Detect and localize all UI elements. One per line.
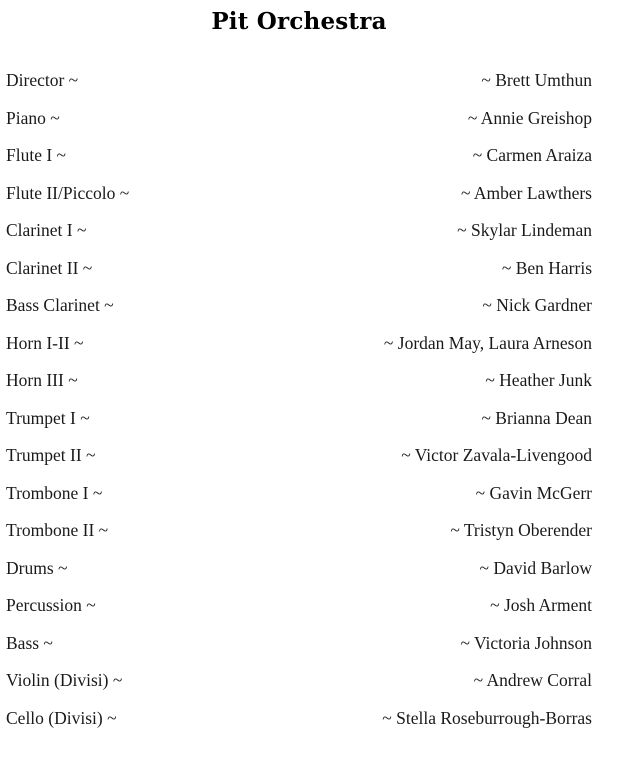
role-label: Violin (Divisi) ~ — [6, 670, 123, 691]
member-name: ~ Skylar Lindeman — [457, 220, 592, 241]
roster-row-horn-1-2 — [6, 325, 592, 363]
member-name: ~ Amber Lawthers — [461, 182, 592, 203]
roster-row-horn-3 — [6, 362, 592, 400]
role-label: Horn III ~ — [6, 370, 78, 391]
role-label: Bass ~ — [6, 632, 53, 653]
member-name: ~ Victor Zavala-Livengood — [401, 445, 592, 466]
role-label: Clarinet I ~ — [6, 220, 87, 241]
roster-row-percussion — [6, 587, 592, 625]
roster-row-clarinet-1 — [6, 212, 592, 250]
role-label: Clarinet II ~ — [6, 257, 93, 278]
member-name: ~ Brett Umthun — [481, 70, 592, 91]
member-name: ~ Tristyn Oberender — [450, 520, 592, 541]
roster-row-director — [6, 62, 592, 100]
roster-row-cello — [6, 700, 592, 738]
role-label: Trombone I ~ — [6, 482, 103, 503]
page-title: Pit Orchestra — [211, 8, 387, 35]
role-label: Trumpet I ~ — [6, 407, 90, 428]
roster-row-bass — [6, 625, 592, 663]
roster-row-trumpet-1 — [6, 400, 592, 438]
roster-row-violin — [6, 662, 592, 700]
member-name: ~ Gavin McGerr — [475, 482, 592, 503]
roster-row-clarinet-2 — [6, 250, 592, 288]
member-name: ~ Brianna Dean — [481, 407, 592, 428]
role-label: Flute I ~ — [6, 145, 67, 166]
member-name: ~ Carmen Araiza — [472, 145, 592, 166]
role-label: Piano ~ — [6, 107, 60, 128]
role-label: Horn I-II ~ — [6, 332, 84, 353]
member-name: ~ Victoria Johnson — [460, 632, 592, 653]
role-label: Trombone II ~ — [6, 520, 109, 541]
member-name: ~ Nick Gardner — [482, 295, 592, 316]
roster-row-trombone-2 — [6, 512, 592, 550]
role-label: Cello (Divisi) ~ — [6, 707, 117, 728]
member-name: ~ Ben Harris — [501, 257, 592, 278]
member-name: ~ David Barlow — [479, 557, 592, 578]
role-label: Trumpet II ~ — [6, 445, 96, 466]
roster-row-trombone-1 — [6, 475, 592, 513]
role-label: Percussion ~ — [6, 595, 96, 616]
member-name: ~ Annie Greishop — [467, 107, 592, 128]
roster-list — [6, 62, 592, 737]
role-label: Flute II/Piccolo ~ — [6, 182, 130, 203]
member-name: ~ Andrew Corral — [473, 670, 592, 691]
member-name: ~ Jordan May, Laura Arneson — [383, 332, 592, 353]
member-name: ~ Stella Roseburrough-Borras — [382, 707, 592, 728]
roster-row-flute-2-piccolo — [6, 175, 592, 213]
role-label: Bass Clarinet ~ — [6, 295, 114, 316]
roster-row-piano — [6, 100, 592, 138]
roster-row-drums — [6, 550, 592, 588]
roster-row-flute-1 — [6, 137, 592, 175]
member-name: ~ Heather Junk — [485, 370, 592, 391]
role-label: Drums ~ — [6, 557, 68, 578]
role-label: Director ~ — [6, 70, 79, 91]
roster-row-bass-clarinet — [6, 287, 592, 325]
member-name: ~ Josh Arment — [490, 595, 592, 616]
roster-row-trumpet-2 — [6, 437, 592, 475]
